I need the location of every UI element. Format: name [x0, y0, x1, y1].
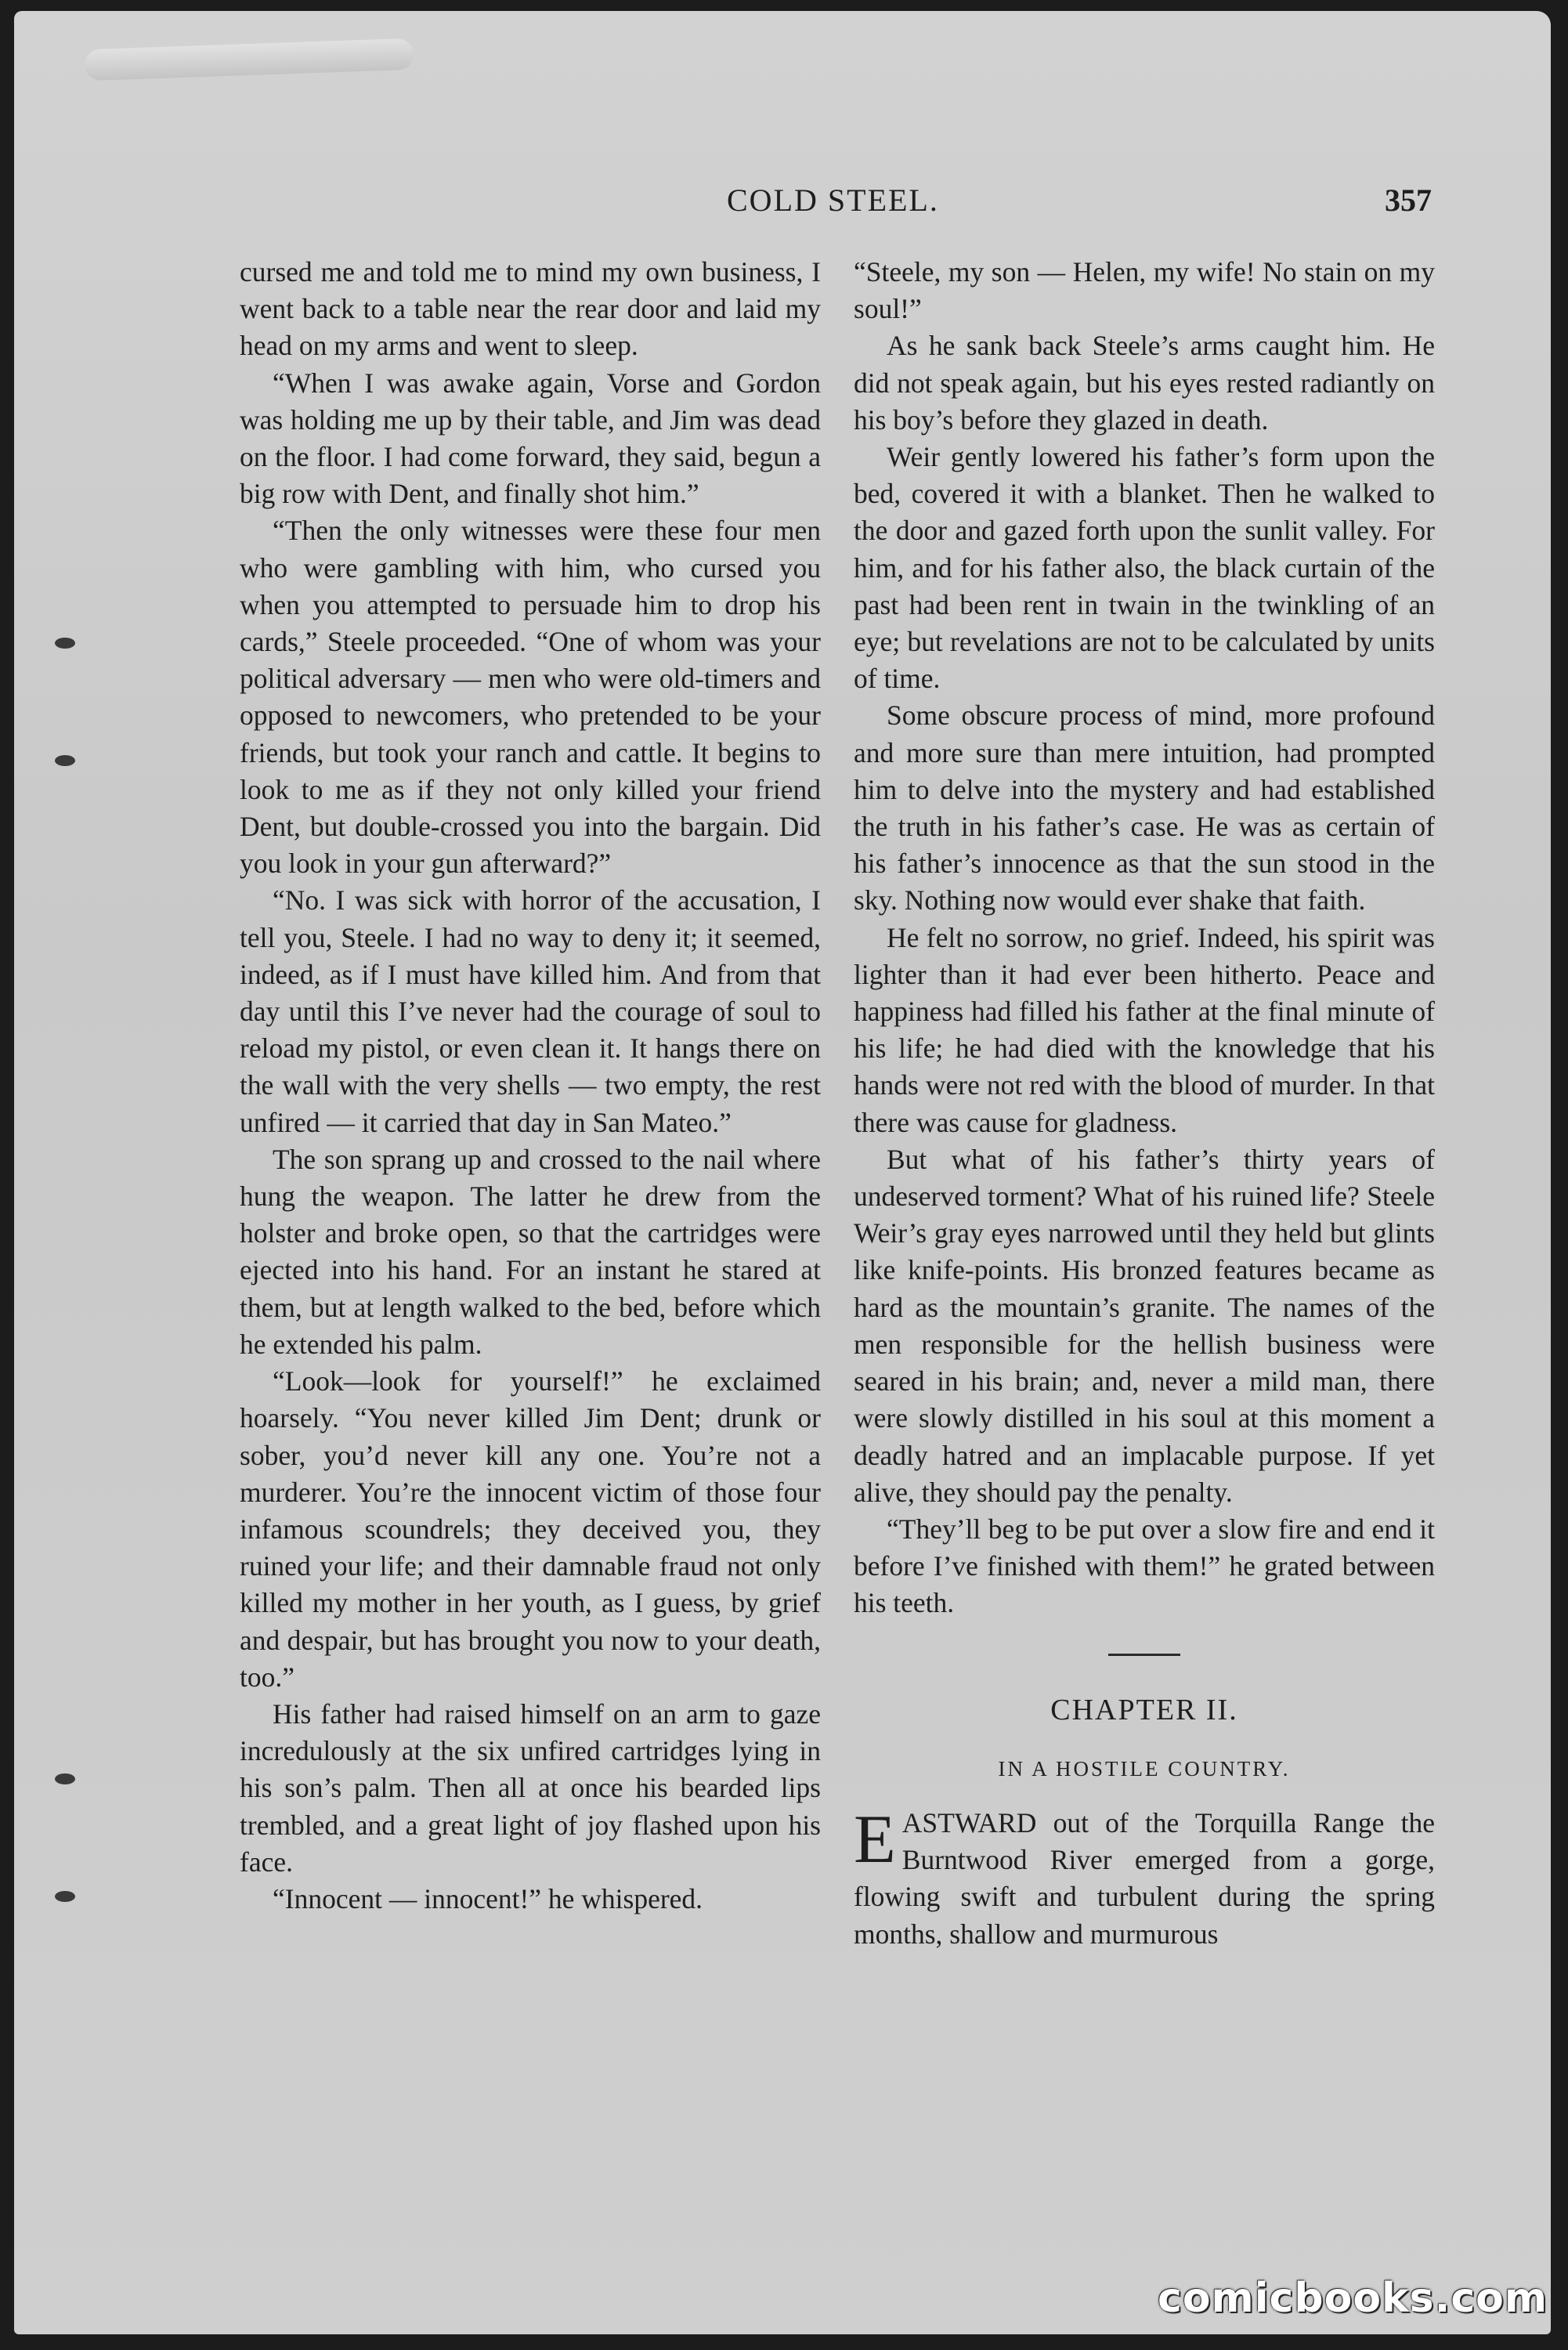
paragraph: But what of his father’s thirty years of undeserved torment? What of his ruined life? Steele Weir’s gray eyes narrowed until they held but glints like knife-points. His bronzed features became as hard as the mountain’s granite. The names of the men responsible for the hellish business were seared in his brain; and, never a mild man, there were slowly distilled in his soul at this moment a deadly hatred and an implacable purpose. If yet alive, they should pay the penalty.: [854, 1143, 1435, 1508]
binding-hole: [55, 755, 75, 766]
binding-hole: [55, 1891, 75, 1902]
paragraph: “Steele, my son — Helen, my wife! No stain on my soul!”: [854, 256, 1435, 325]
watermark: comicbooks.com: [1158, 2275, 1548, 2322]
running-title: COLD STEEL.: [727, 183, 939, 218]
chapter-subtitle: IN A HOSTILE COUNTRY.: [998, 1756, 1291, 1781]
chapter-opening-paragraph: [854, 1801, 1435, 1953]
left-column: [240, 254, 821, 1918]
book-page: [14, 11, 1551, 2334]
paragraph: Some obscure process of mind, more profound and more sure than mere intuition, had prompted him to delve into the mystery and had established the truth in his father’s case. He was as certain of his father’s innocence as that the sun stood in the sky. Nothing now would ever shake that faith.: [854, 700, 1435, 916]
page-crease: [84, 38, 414, 81]
paragraph: Weir gently lowered his father’s form upon the bed, covered it with a blanket. Then he walked to the door and gazed forth upon the sunlit valley. For him, and for his father also, the black curtain of the past had been rent in twain in the twinkling of an eye; but revelations are not to be calculated by units of time.: [854, 441, 1435, 695]
paragraph: As he sank back Steele’s arms caught him. He did not speak again, but his eyes rested radiantly on his boy’s before they glazed in death.: [854, 330, 1435, 436]
paragraph: The son sprang up and crossed to the nail where hung the weapon. The latter he drew from the holster and broke open, so that the cartridges were ejected into his hand. For an instant he stared at them, but at length walked to the bed, before which he extended his palm.: [240, 1143, 821, 1360]
right-column: [854, 254, 1435, 1953]
paragraph: His father had raised himself on an arm to gaze incredulously at the six unfired cartridges lying in his son’s palm. Then all at once his bearded lips trembled, and a great light of joy flashed upon his face.: [240, 1697, 821, 1878]
chapter-heading: CHAPTER II.: [1050, 1693, 1238, 1726]
paragraph: He felt no sorrow, no grief. Indeed, his spirit was lighter than it had ever been hitherto. Peace and happiness had filled his father at the final minute of his life; he had died with the knowledge that his hands were not red with the blood of murder. In that there was cause for gladness.: [854, 921, 1435, 1138]
paragraph: “They’ll beg to be put over a slow fire and end it before I’ve finished with them!” he grated between his teeth.: [854, 1513, 1435, 1619]
page-header: [14, 182, 1551, 229]
paragraph: “When I was awake again, Vorse and Gordon was holding me up by their table, and Jim was dead on the floor. I had come forward, they said, begun a big row with Dent, and finally shot him.”: [240, 367, 821, 510]
binding-hole: [55, 638, 75, 649]
paragraph: cursed me and told me to mind my own business, I went back to a table near the rear door and laid my head on my arms and went to sleep.: [240, 256, 821, 362]
paragraph: “Innocent — innocent!” he whispered.: [273, 1882, 703, 1914]
opening-text: ASTWARD out of the Torquilla Range the Burntwood River emerged from a gorge, flowing swift and turbulent during the spring months, shallow and murmurous: [854, 1806, 1435, 1950]
binding-hole: [55, 1773, 75, 1784]
section-divider: [1108, 1654, 1180, 1656]
paragraph: “Look—look for yourself!” he exclaimed hoarsely. “You never killed Jim Dent; drunk or sober, you’d never kill any one. You’re not a murderer. You’re the innocent victim of those four infamous scoundrels; they deceived you, they ruined your life; and their damnable fraud not only killed my mother in her youth, as I guess, by grief and despair, but has brought you now to your death, too.”: [240, 1365, 821, 1693]
paragraph: “No. I was sick with horror of the accusation, I tell you, Steele. I had no way to deny it; it seemed, indeed, as if I must have killed him. And from that day until this I’ve never had the courage of soul to reload my pistol, or even clean it. It hangs there on the wall with the very shells — two empty, the rest unfired — it carried that day in San Mateo.”: [240, 884, 821, 1138]
page-number: 357: [1385, 183, 1432, 218]
drop-cap: E: [854, 1801, 896, 1878]
paragraph: “Then the only witnesses were these four men who were gambling with him, who cursed you when you attempted to persuade him to drop his cards,” Steele proceeded. “One of whom was your political adversary — men who were old-timers and opposed to newcomers, who pretended to be your friends, but took your ranch and cattle. It begins to look to me as if they not only killed your friend Dent, but double-crossed you into the bargain. Did you look in your gun afterward?”: [240, 515, 821, 880]
